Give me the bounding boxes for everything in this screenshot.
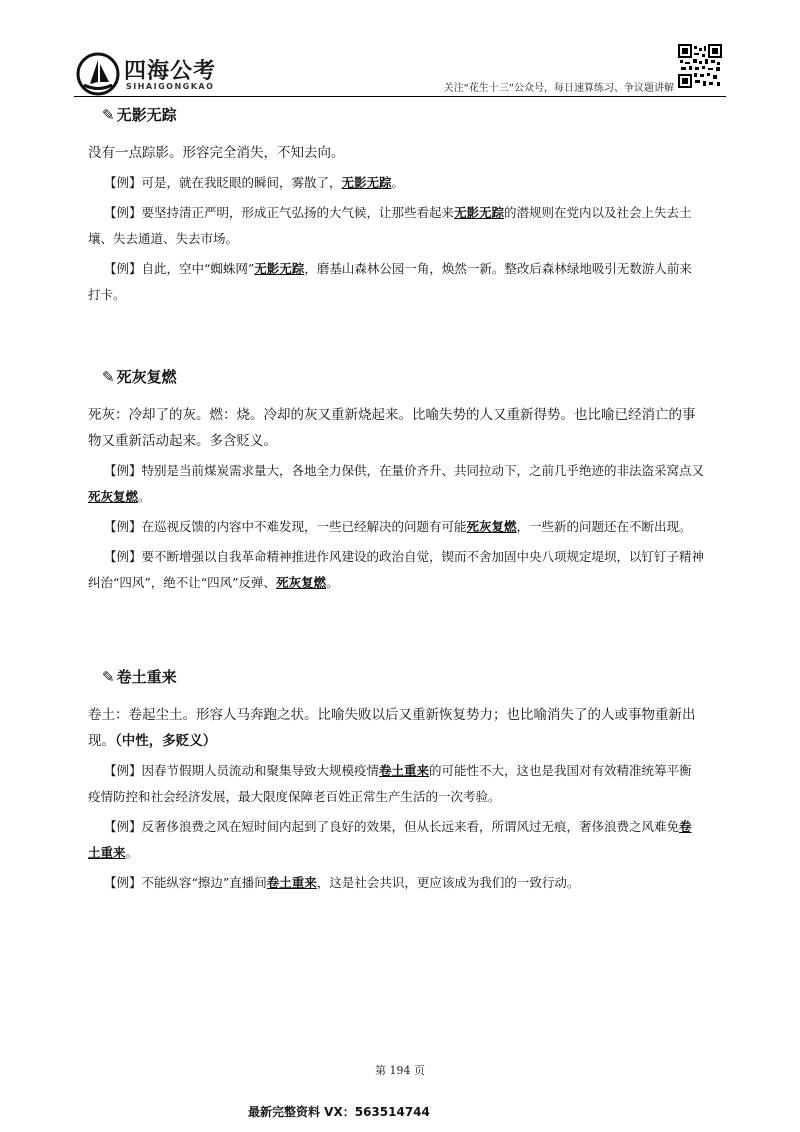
example-keyword: 无影无踪 [341, 175, 392, 190]
idiom-section [88, 366, 705, 596]
section-spacer [104, 600, 704, 666]
pencil-icon: ✎ [102, 106, 115, 124]
header-divider [74, 96, 726, 97]
example-text: ，一些新的问题还在不断出现。 [516, 519, 692, 534]
example-text: 【例】因春节假期人员流动和聚集导致大规模疫情 [104, 763, 380, 778]
section-spacer [104, 312, 704, 366]
example-text: 的可能性不大，这也是我国对有效精准统筹平衡疫情防控和社会经济发展，最大限度保障老百姓正常生产生活的一次考验。 [88, 763, 692, 804]
idiom-title-text: 死灰复燃 [116, 368, 177, 386]
example-sentence [88, 870, 704, 896]
example-text: 【例】要不断增强以自我革命精神推进作风建设的政治自觉，锲而不舍加固中央八项规定堤坝，以钉钉子精神纠治“四风”，绝不让“四风”反弹、 [88, 549, 705, 590]
example-sentence [88, 758, 704, 810]
idiom-title-text: 卷土重来 [116, 668, 177, 686]
pencil-icon: ✎ [102, 668, 115, 686]
example-keyword: 无影无踪 [254, 261, 305, 276]
example-text: 【例】自此，空中“蜘蛛网” [104, 261, 255, 276]
idiom-title [102, 104, 704, 126]
example-keyword: 无影无踪 [454, 205, 505, 220]
idiom-section [88, 666, 704, 896]
example-text: 。 [391, 175, 405, 190]
example-text: 。 [326, 575, 339, 590]
sailboat-logo-icon [76, 52, 120, 96]
definition-text: 卷土：卷起尘土。形容人马奔跑之状。比喻失败以后又重新恢复势力；也比喻消失了的人或事物重新出现。 [88, 707, 696, 749]
contact-footer: 最新完整资料 VX：563514744 [248, 1105, 430, 1119]
example-keyword: 卷土重来 [266, 875, 317, 890]
definition-text: 没有一点踪影。形容完全消失，不知去向。 [88, 145, 345, 161]
example-sentence [88, 514, 704, 540]
idiom-section [88, 104, 704, 308]
example-keyword: 卷土重来 [379, 763, 430, 778]
idiom-title-text: 无影无踪 [116, 106, 177, 124]
brand-name: 四海公考 [124, 59, 217, 84]
example-keyword: 死灰复燃 [466, 519, 517, 534]
example-text: 【例】反奢侈浪费之风在短时间内起到了良好的效果，但从长远来看，所谓风过无痕，奢侈浪费之风难免 [104, 819, 680, 834]
idiom-title [102, 366, 704, 388]
idiom-definition [88, 702, 704, 754]
page-header [0, 0, 800, 100]
example-sentence [88, 200, 704, 252]
example-text: 。 [125, 845, 139, 860]
example-text: 【例】可是，就在我眨眼的瞬间，雾散了， [104, 175, 342, 190]
example-text: 【例】不能纵容“擦边”直播间 [104, 875, 267, 890]
brand-pinyin: SIHAIGONGKAO [126, 82, 215, 91]
example-keyword: 死灰复燃 [276, 575, 327, 590]
example-sentence [88, 170, 704, 196]
page-number: 第 194 页 [375, 1064, 425, 1077]
example-sentence [88, 814, 704, 866]
example-keyword: 卷土重来 [88, 819, 692, 860]
pencil-icon: ✎ [102, 368, 115, 386]
example-sentence [88, 544, 704, 596]
example-text: ，磨基山森林公园一角，焕然一新。整改后森林绿地吸引无数游人前来打卡。 [88, 261, 692, 302]
usage-note: （中性，多贬义） [115, 733, 217, 749]
idiom-definition [88, 402, 704, 454]
example-text: 。 [138, 489, 151, 504]
main-content [88, 104, 705, 900]
example-text: 【例】要坚持清正严明，形成正气弘扬的大气候，让那些看起来 [104, 205, 455, 220]
example-keyword: 死灰复燃 [88, 489, 139, 504]
example-sentence [88, 256, 704, 308]
example-text: 【例】特别是当前煤炭需求量大，各地全力保供，在量价齐升、共同拉动下，之前几乎绝迹的非法盗采窝点又 [104, 463, 705, 478]
idiom-title [102, 666, 704, 688]
example-text: ，这是社会共识，更应该成为我们的一致行动。 [316, 875, 580, 890]
qr-code-icon [678, 44, 722, 88]
header-tagline: 关注“花生十三”公众号，每日速算练习、争议题讲解 [443, 83, 674, 94]
example-text: 【例】在巡视反馈的内容中不难发现，一些已经解决的问题有可能 [104, 519, 467, 534]
idiom-definition [88, 140, 704, 166]
example-text: 的潜规则在党内以及社会上失去土壤、失去通道、失去市场。 [88, 205, 692, 246]
example-sentence [88, 458, 704, 510]
definition-text: 死灰：冷却了的灰。燃：烧。冷却的灰又重新烧起来。比喻失势的人又重新得势。也比喻已经消亡的事物又重新活动起来。多含贬义。 [88, 407, 696, 449]
